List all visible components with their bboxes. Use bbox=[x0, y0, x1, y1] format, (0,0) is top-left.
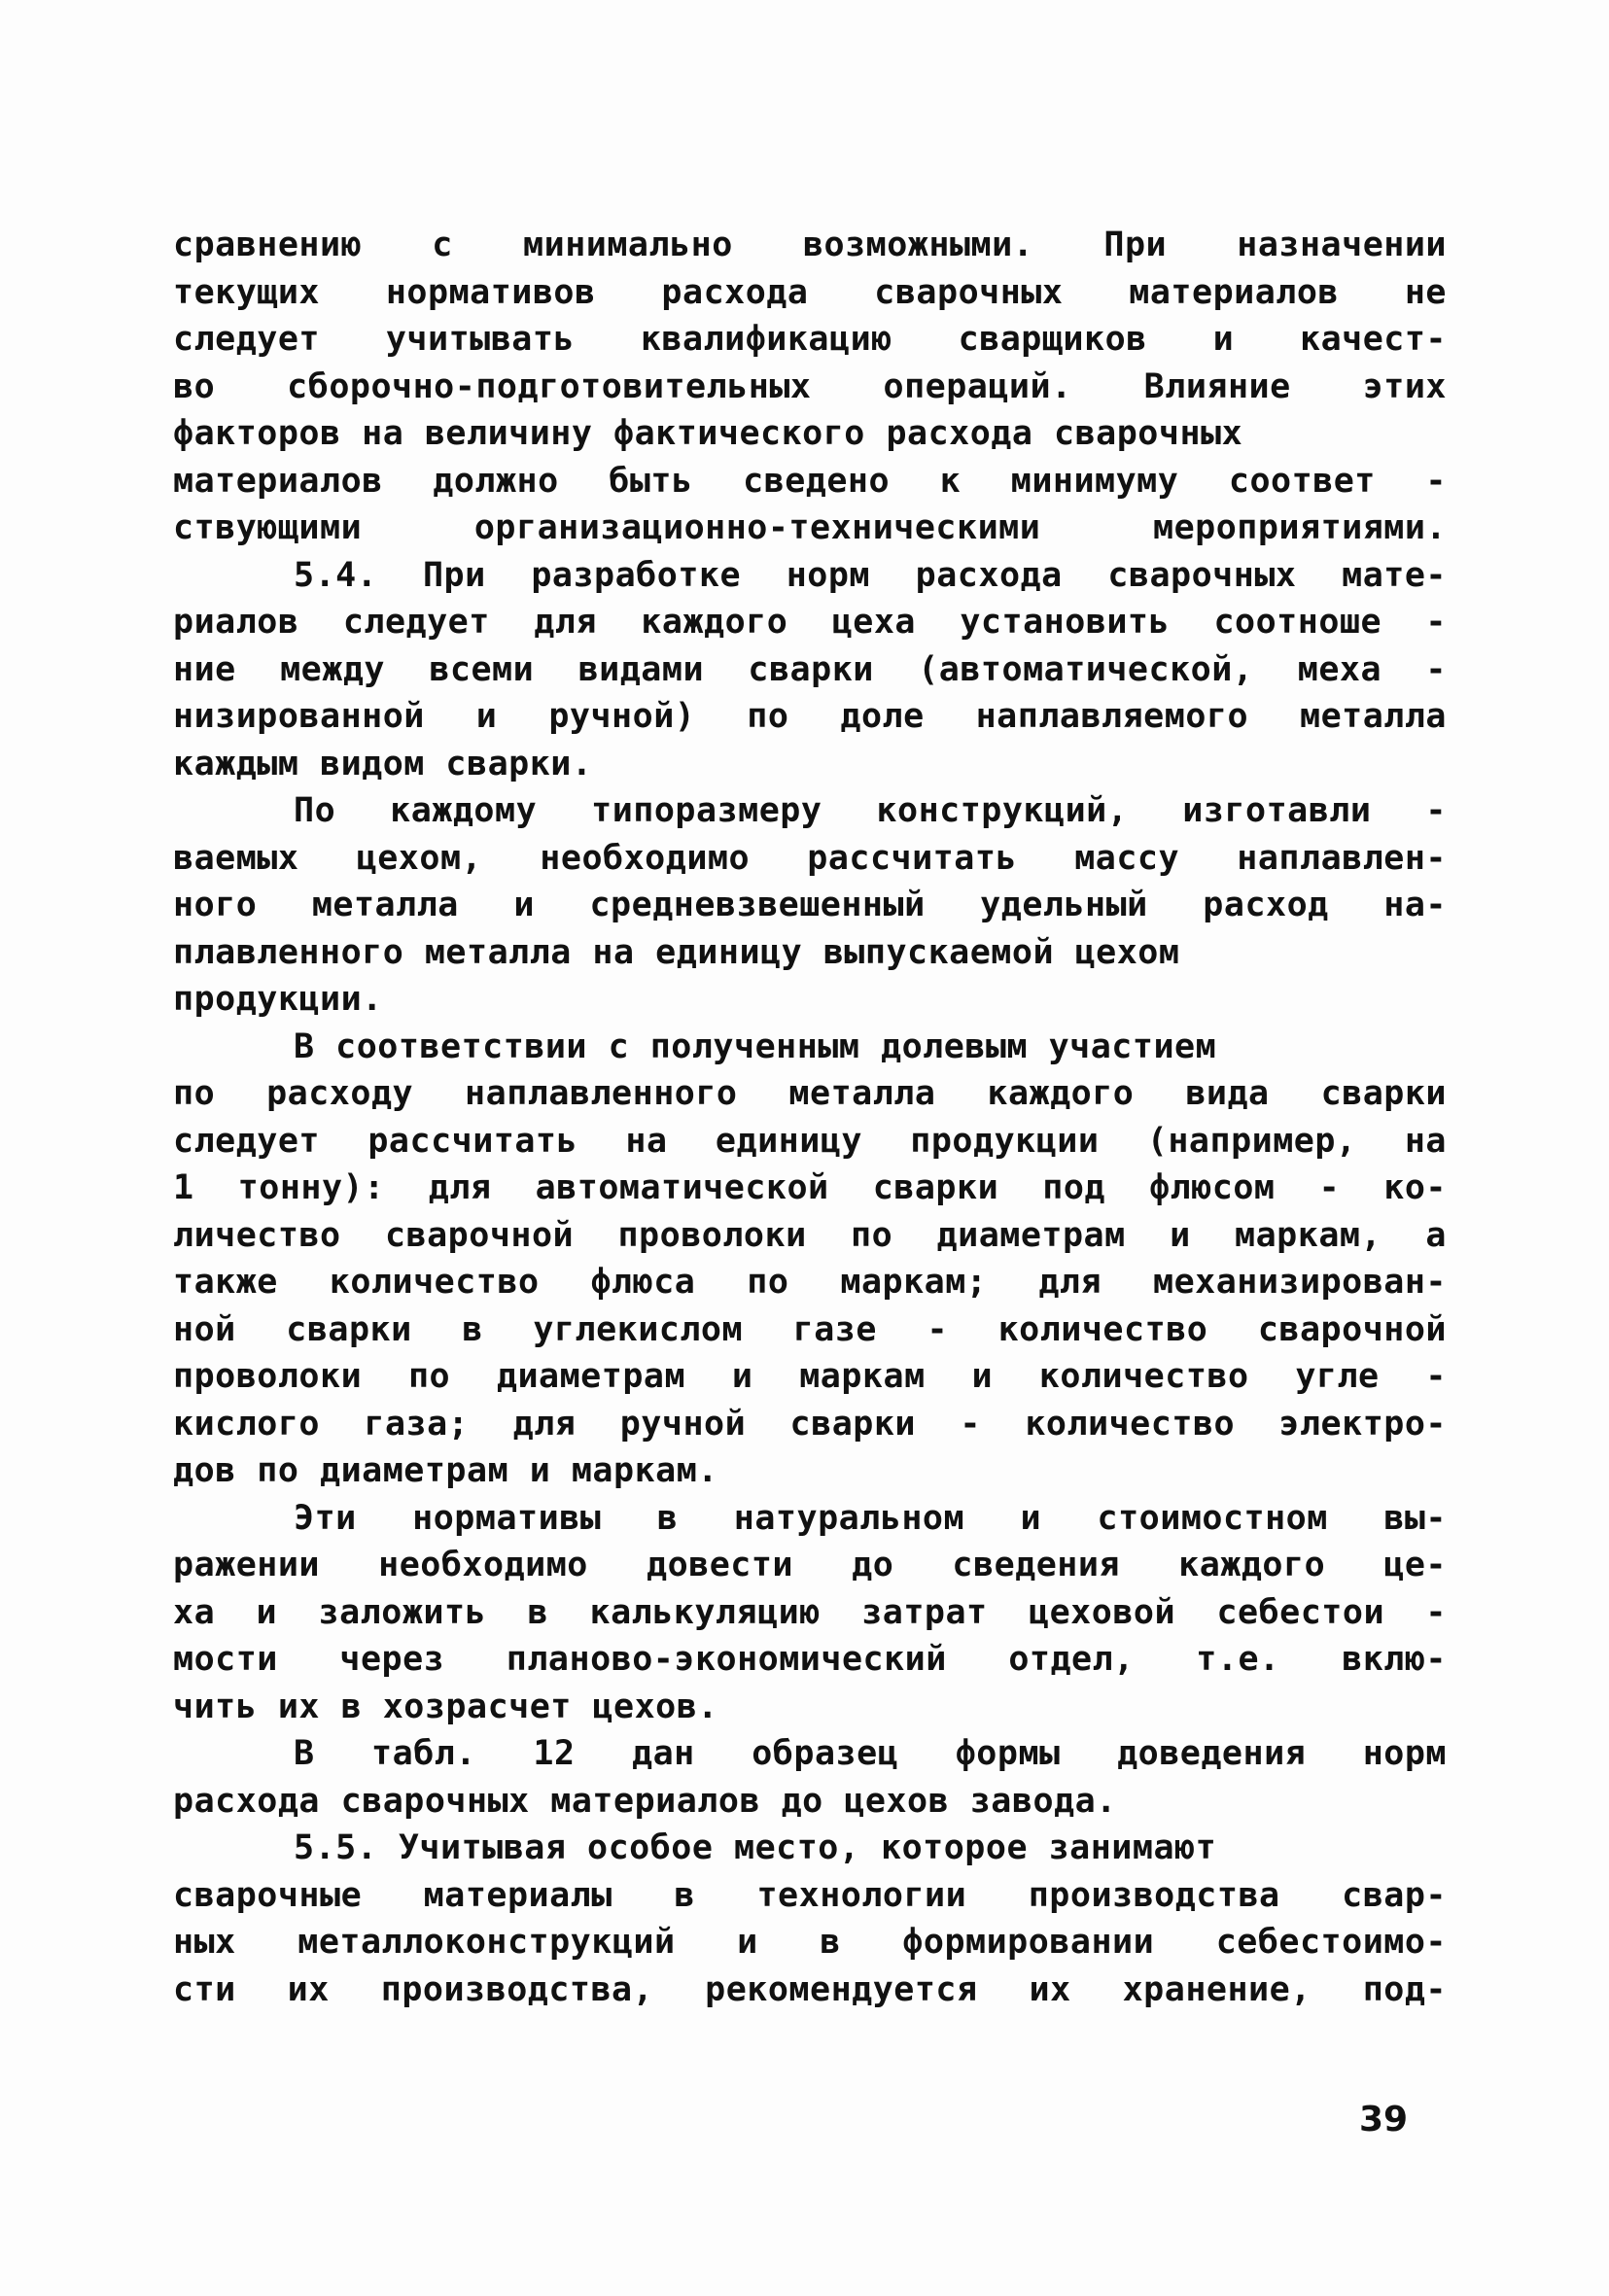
page-number: 39 bbox=[1359, 2100, 1409, 2139]
text-line: ваемых цехом, необходимо рассчитать массу наплавлен- bbox=[173, 838, 1447, 878]
text-line: По каждому типоразмеру конструкций, изготавли - bbox=[294, 791, 1447, 830]
text-line: ного металла и средневзвешенный удельный расход на- bbox=[173, 886, 1447, 924]
text-line: каждым видом сварки. bbox=[173, 744, 593, 783]
text-line: во сборочно-подготовительных операций. Влияние этих bbox=[173, 366, 1447, 406]
text-line: по расходу наплавленного металла каждого вида сварки bbox=[173, 1074, 1447, 1113]
text-line: материалов должно быть сведено к минимуму соответ - bbox=[173, 461, 1447, 501]
text-line: 5.5. Учитывая особое место, которое занимают bbox=[294, 1828, 1217, 1867]
text-line: 1 тонну): для автоматической сварки под флюсом - ко- bbox=[173, 1168, 1447, 1207]
text-line: ние между всеми видами сварки (автоматической, меха - bbox=[173, 649, 1447, 689]
text-line: ных металлоконструкций и в формировании себестоимо- bbox=[173, 1923, 1447, 1962]
text-line: проволоки по диаметрам и маркам и количество угле - bbox=[173, 1357, 1447, 1396]
text-line: 5.4. При разработке норм расхода сварочных мате- bbox=[294, 555, 1447, 595]
text-line: сварочные материалы в технологии производства свар- bbox=[173, 1875, 1447, 1915]
text-line: мости через планово-экономический отдел, т.е. вклю- bbox=[173, 1640, 1447, 1679]
text-line: В табл. 12 дан образец формы доведения норм bbox=[294, 1734, 1447, 1773]
text-line: расхода сварочных материалов до цехов завода. bbox=[173, 1781, 1117, 1821]
text-line: ной сварки в углекислом газе - количество сварочной bbox=[173, 1309, 1447, 1349]
text-line: В соответствии с полученным долевым участием bbox=[294, 1026, 1217, 1066]
text-line: Эти нормативы в натуральном и стоимостном вы- bbox=[294, 1498, 1447, 1538]
text-line: чить их в хозрасчет цехов. bbox=[173, 1687, 718, 1726]
text-line: сравнению с минимально возможными. При назначении bbox=[173, 226, 1447, 264]
text-line: кислого газа; для ручной сварки - количество электро- bbox=[173, 1404, 1447, 1444]
text-line: ражении необходимо довести до сведения каждого це- bbox=[173, 1546, 1447, 1584]
body-text bbox=[173, 222, 1447, 2013]
text-line: низированной и ручной) по доле наплавляемого металла bbox=[173, 697, 1447, 736]
text-line: текущих нормативов расхода сварочных материалов не bbox=[173, 272, 1447, 312]
text-line: ха и заложить в калькуляцию затрат цеховой себестои - bbox=[173, 1592, 1447, 1632]
text-line: ствующими организационно-техническими мероприятиями. bbox=[173, 508, 1447, 547]
text-line: факторов на величину фактического расхода сварочных bbox=[173, 414, 1243, 453]
text-line: следует рассчитать на единицу продукции (например, на bbox=[173, 1121, 1447, 1161]
text-line: дов по диаметрам и маркам. bbox=[173, 1451, 718, 1490]
text-line: следует учитывать квалификацию сварщиков и качест- bbox=[173, 320, 1447, 359]
text-line: личество сварочной проволоки по диаметрам и маркам, а bbox=[173, 1215, 1447, 1255]
text-line: продукции. bbox=[173, 980, 383, 1019]
text-line: сти их производства, рекомендуется их хранение, под- bbox=[173, 1969, 1447, 2009]
text-line: риалов следует для каждого цеха установить соотноше - bbox=[173, 603, 1447, 642]
text-line: также количество флюса по маркам; для механизирован- bbox=[173, 1263, 1447, 1302]
text-line: плавленного металла на единицу выпускаемой цехом bbox=[173, 932, 1180, 972]
